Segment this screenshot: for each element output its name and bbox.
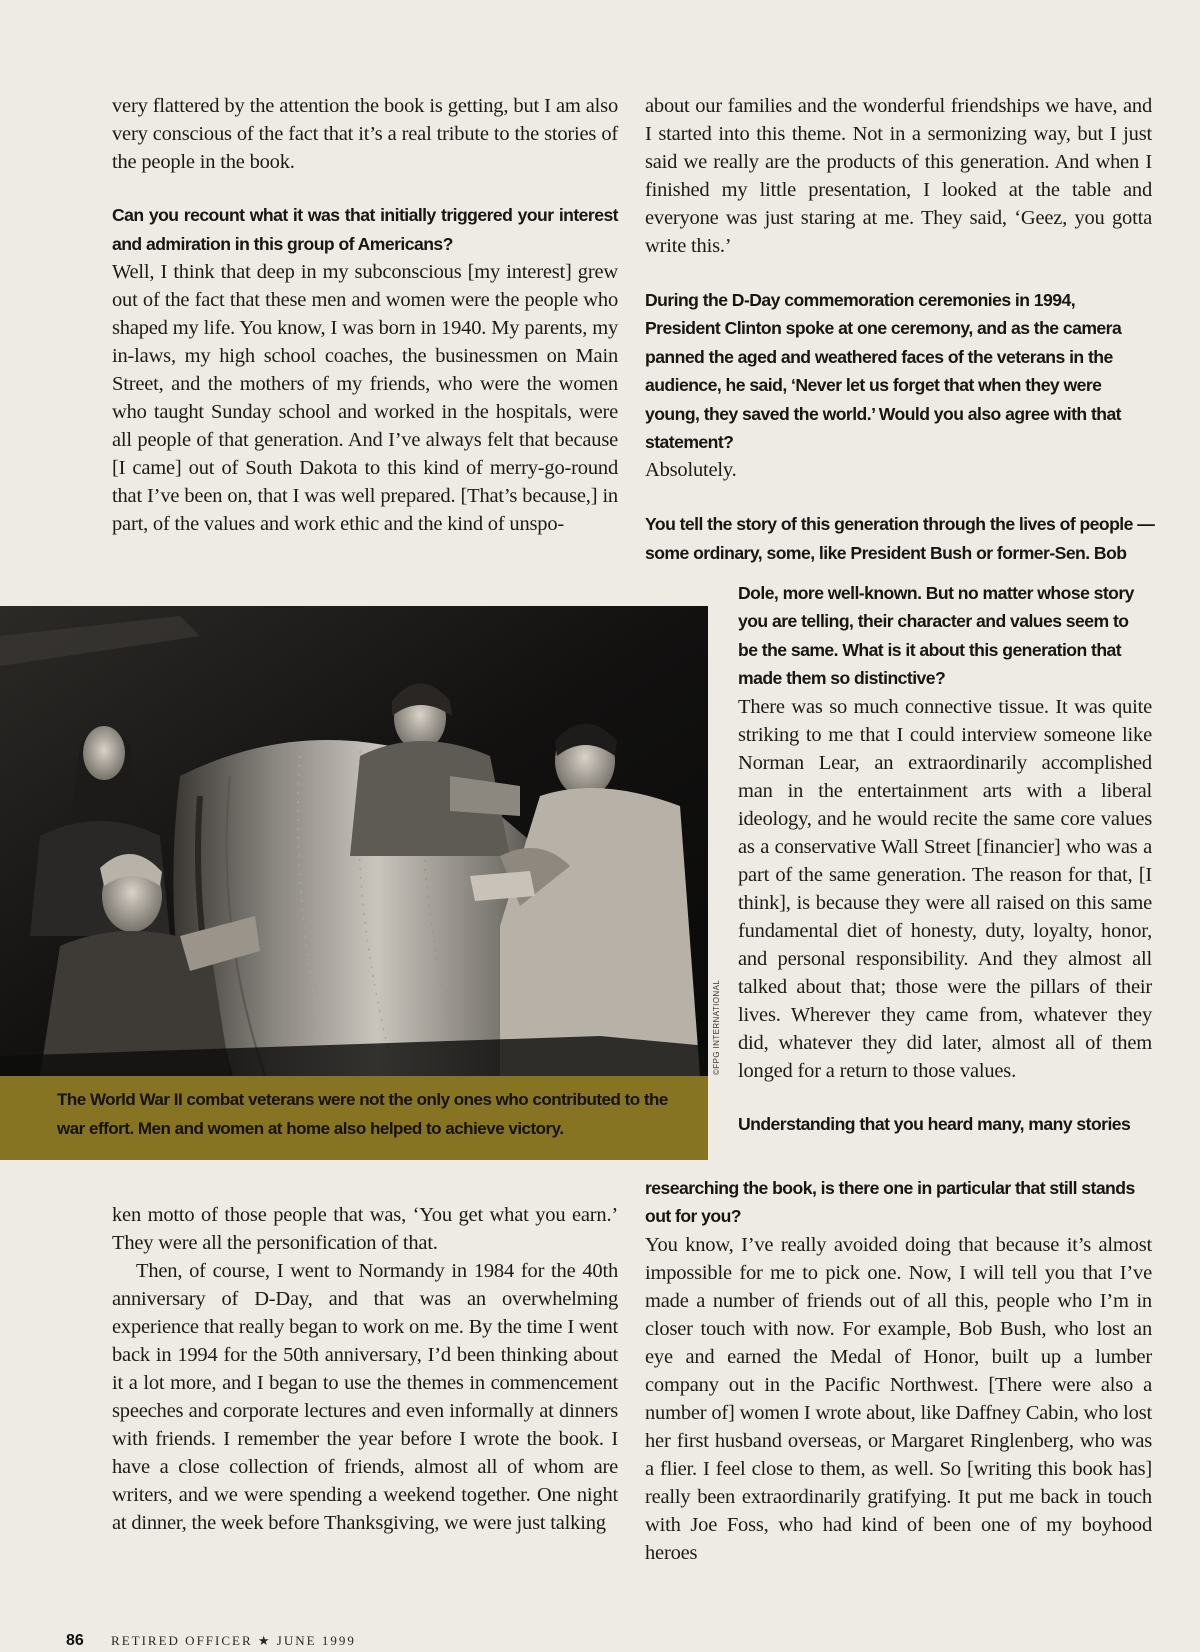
interview-question: Can you recount what it was that initially triggered your interest and admiration in this group of Americans? [112,205,618,254]
right-column-top [645,92,1155,567]
interview-question: During the D-Day commemoration ceremonies in 1994, President Clinton spoke at one ceremony, and as the camera panned the aged and weathered faces of the veterans in the audience, he said, ‘Never let us forget that when they were young, they saved the world.’ Would you also agree with that statement? [645,290,1122,453]
body-paragraph: Then, of course, I went to Normandy in 1984 for the 40th anniversary of D-Day, and that was an overwhelming experience that really began to work on me. By the time I went back in 1994 for the 50th anniversary, I’d been thinking about it a lot more, and I began to use the themes in commencement speeches and corporate lectures and even informally at dinners with friends. I remember the year before I wrote the book. I have a close collection of friends, almost all of whom are writers, and we were spending a weekend together. One night at dinner, the week before Thanksgiving, we were just talking [112,1260,618,1534]
photo-illustration [0,606,708,1076]
interview-question: researching the book, is there one in particular that still stands out for you? [645,1178,1135,1227]
interview-question-line: some ordinary, some, like President Bush or former-Sen. Bob [645,542,1127,563]
body-paragraph: very flattered by the attention the book is getting, but I am also very conscious of the fact that it’s a real tribute to the stories of the people in the book. [112,95,618,173]
photo-caption: The World War II combat veterans were not the only ones who contributed to the war effort. Men and women at home also helped to achieve victory. [0,1076,708,1160]
body-paragraph: about our families and the wonderful friendships we have, and I started into this theme. Not in a sermonizing way, but I just said we really are the products of this generation. And when I finished my little presentation, I looked at the table and everyone was just staring at me. They said, ‘Geez, you gotta write this.’ [645,95,1152,257]
interview-answer: There was so much connective tissue. It was quite striking to me that I could interview someone like Norman Lear, an extraordinarily accomplished man in the entertainment arts with a liberal ideology, and he would recite the same core values as a conservative Wall Street [financier] who was a part of the same generation. The reason for that, [I think], is because they were all raised on this same fundamental diet of honesty, duty, loyalty, honor, and personal responsibility. And they almost all talked about that; those were the pillars of their lives. Wherever they came from, whatever they did, whatever they did later, almost all of them longed for a return to those values. [738,695,1152,1082]
page-footer [66,1632,356,1652]
interview-answer: Well, I think that deep in my subconscious [my interest] grew out of the fact that these men and women were the people who shaped my life. You know, I was born in 1940. My parents, my in-laws, my high school coaches, the businessmen on Main Street, and the mothers of my friends, who were the women who taught Sunday school and worked in the hospitals, were all people of that generation. And I’ve always felt that because [I came] out of South Dakota to this kind of merry-go-round that I’ve been on, that I was well prepared. [That’s because,] in part, of the values and work ethic and the kind of unspo- [112,261,618,536]
photo-credit: ©FPG INTERNATIONAL [712,979,721,1075]
right-column-inset [738,579,1152,1138]
left-column-bottom [112,1201,618,1537]
interview-answer: You know, I’ve really avoided doing that because it’s almost impossible for me to pick one. Now, I will tell you that I’ve made a number of friends out of all this, people who I’m in closer touch with now. For example, Bob Bush, who lost an eye and earned the Medal of Honor, built up a lumber company out in the Pacific Northwest. [There were also a number of] women I wrote about, like Daffney Cabin, who lost her first husband overseas, or Margaret Ringlenberg, who was a flier. I feel close to them, as well. So [writing this book has] really been extraordinarily gratifying. It put me back in touch with Joe Foss, who had kind of been one of my boyhood heroes [645,1233,1152,1564]
interview-question-line: You tell the story of this generation through the lives of people — [645,514,1155,535]
left-column-top [112,92,618,538]
right-column-bottom [645,1174,1152,1567]
body-paragraph: ken motto of those people that was, ‘You get what you earn.’ They were all the personification of that. [112,1204,618,1254]
page-number: 86 [66,1632,84,1649]
publication-name: RETIRED OFFICER ★ JUNE 1999 [111,1633,356,1648]
wartime-workers-photo [0,606,708,1076]
interview-question-line: Understanding that you heard many, many stories [738,1113,1131,1134]
interview-question: Dole, more well-known. But no matter whose story you are telling, their character and values seem to be the same. What is it about this generation that made them so distinctive? [738,583,1134,689]
interview-answer: Absolutely. [645,459,737,482]
